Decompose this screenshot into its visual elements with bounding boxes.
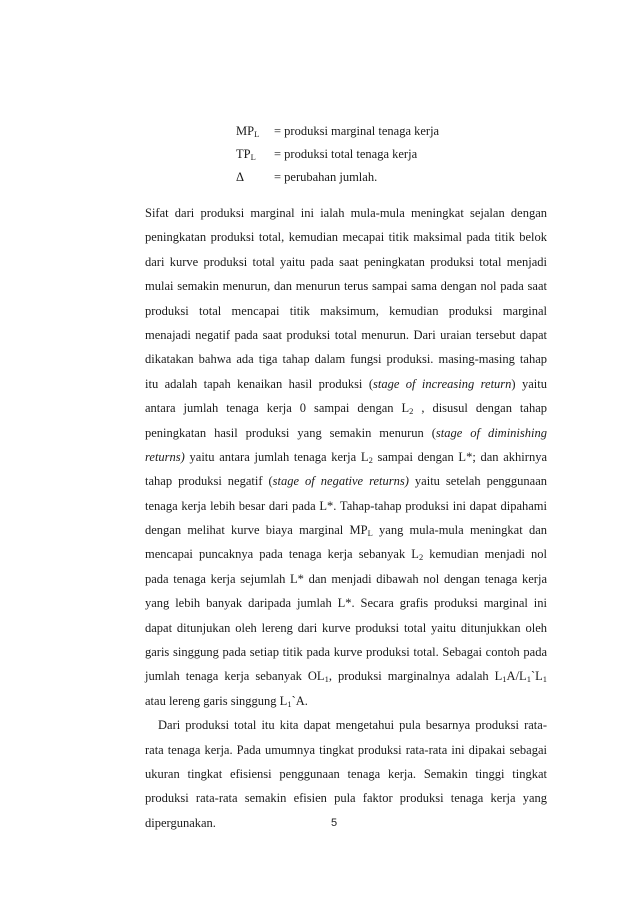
definition-description: = perubahan jumlah.: [274, 170, 378, 184]
text-line: peningkatan hasil produksi yang semakin menurun (stage of diminishing: [145, 425, 547, 440]
text-line: mencapai puncaknya pada tenaga kerja sebanyak $L_2$ kemudian menjadi nol: [145, 547, 547, 563]
text-line: produksi total mencapai titik maksimum, kemudian produksi marginal: [145, 303, 547, 318]
text-line: returns) yaitu antara jumlah tenaga kerja $L_2$ sampai dengan L*; dan akhirnya: [145, 449, 547, 465]
text-line: tahap produksi negatif (stage of negative returns) yaitu setelah penggunaan: [145, 474, 547, 489]
definition-term: $TP_L$: [236, 147, 256, 162]
body-text: [145, 201, 547, 835]
text-line: dikatakan bahwa ada tiga tahap dalam fungsi produksi. masing-masing tahap: [145, 352, 547, 367]
text-line: mulai semakin menurun, dan menurun terus sampai sama dengan nol pada saat: [145, 279, 547, 294]
text-line: ukuran tingkat efisiensi penggunaan tenaga kerja. Semakin tinggi tingkat: [145, 766, 547, 781]
paragraph-production-stages: [145, 201, 547, 713]
text-line: atau lereng garis singgung $L_1`A$.: [145, 693, 308, 709]
definition-term: Δ: [236, 170, 245, 184]
definition-mpl: [236, 120, 439, 143]
definition-tpl: [236, 143, 439, 166]
text-line: dapat ditunjukan oleh lereng dari kurve produksi total yaitu ditunjukkan oleh: [145, 620, 547, 635]
text-line: Sifat dari produksi marginal ini ialah mula-mula meningkat sejalan dengan: [145, 206, 547, 220]
text-line: dengan melihat kurve biaya marginal $MP_L$ yang mula-mula meningkat dan: [145, 523, 547, 539]
text-line: dari kurve produksi total yaitu pada saat peningkatan produksi total menjadi: [145, 254, 547, 269]
text-line: produksi rata-rata semakin efisien pula faktor produksi tenaga kerja yang: [145, 791, 547, 806]
text-line: tenaga kerja lebih besar dari pada L*. Tahap-tahap produksi ini dapat dipahami: [145, 498, 547, 513]
text-line: Dari produksi total itu kita dapat mengetahui pula besarnya produksi rata-: [158, 718, 547, 733]
text-line: garis singgung pada setiap titik pada kurve produksi total. Sebagai contoh pada: [145, 645, 547, 660]
definition-description: = produksi marginal tenaga kerja: [274, 124, 440, 138]
definitions-list: [236, 120, 439, 189]
text-line: itu adalah tapah kenaikan hasil produksi (stage of increasing return) yaitu: [145, 376, 547, 391]
text-line: pada tenaga kerja sejumlah L* dan menjadi dibawah nol dengan tenaga kerja: [145, 571, 547, 586]
text-line: peningkatan produksi total, kemudian mecapai titik maksimal pada titik belok: [145, 230, 547, 245]
text-line: yang lebih banyak daripada jumlah L*. Secara grafis produksi marginal ini: [145, 596, 547, 611]
page-number: 5: [330, 817, 338, 829]
text-line: menajadi negatif pada saat produksi total menurun. Dari uraian tersebut dapat: [145, 327, 547, 342]
text-line: dipergunakan.: [145, 815, 216, 830]
text-line: jumlah tenaga kerja sebanyak $OL_1$, produksi marginalnya adalah $L_1A/L_1`L_1$: [145, 669, 547, 685]
definition-term: $MP_L$: [236, 124, 260, 139]
text-line: rata tenaga kerja. Pada umumnya tingkat produksi rata-rata ini dipakai sebagai: [145, 742, 547, 757]
text-line: antara jumlah tenaga kerja 0 sampai dengan $L_2$ , disusul dengan tahap: [145, 401, 548, 417]
definition-delta: [236, 166, 439, 189]
definition-description: = produksi total tenaga kerja: [274, 147, 418, 161]
